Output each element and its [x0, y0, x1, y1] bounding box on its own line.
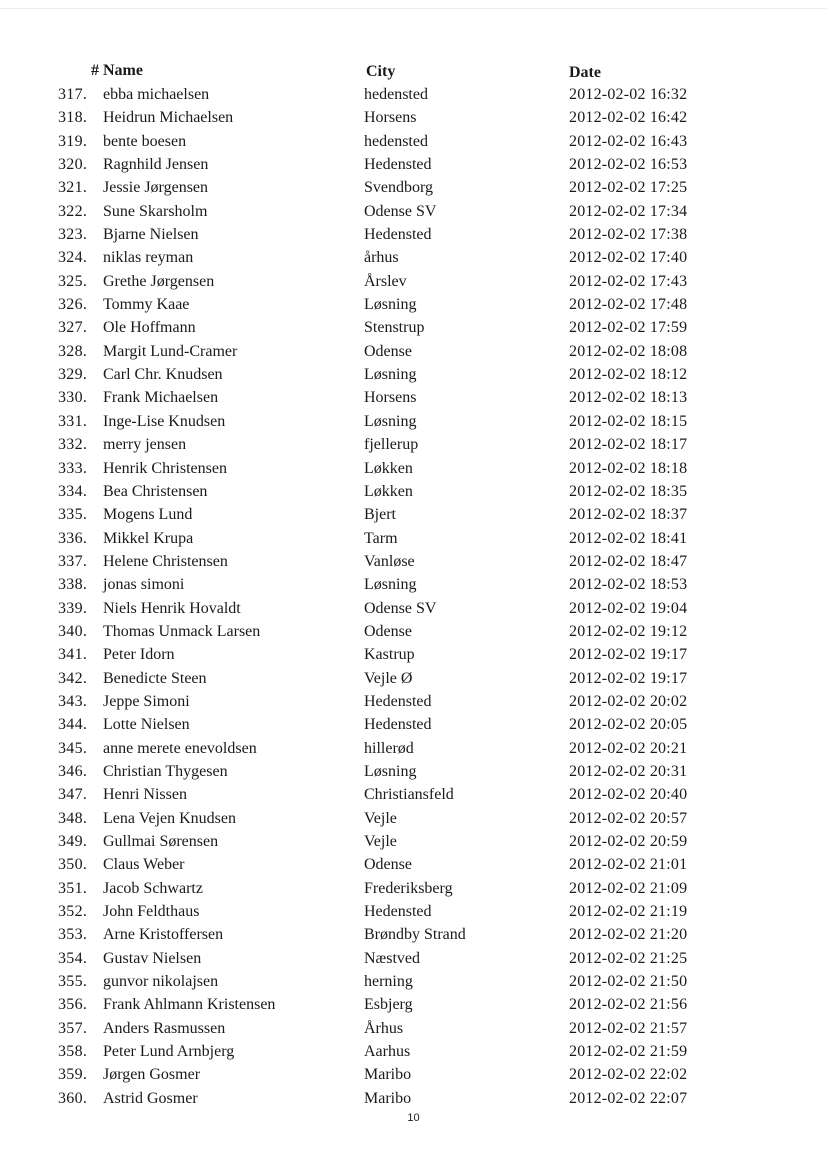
- row-number: 342.: [58, 669, 88, 687]
- row-city: herning: [364, 973, 413, 991]
- table-row: [0, 947, 827, 970]
- row-date: 2012-02-02 17:38: [569, 226, 688, 244]
- row-name: jonas simoni: [103, 576, 185, 594]
- row-city: fjellerup: [364, 436, 419, 454]
- row-city: Hedensted: [364, 716, 432, 734]
- page-number: 10: [407, 1112, 420, 1124]
- table-row: [0, 713, 827, 736]
- table-row: [0, 853, 827, 876]
- table-row: [0, 667, 827, 690]
- row-city: Odense: [364, 342, 412, 360]
- row-name: Astrid Gosmer: [103, 1089, 198, 1107]
- row-number: 324.: [58, 249, 88, 267]
- row-name: Jacob Schwartz: [103, 879, 203, 897]
- row-city: Maribo: [364, 1089, 412, 1107]
- row-name: Christian Thygesen: [103, 762, 228, 780]
- row-name: Lena Vejen Knudsen: [103, 809, 236, 827]
- row-city: Horsens: [364, 109, 417, 127]
- table-row: [0, 1087, 827, 1110]
- row-date: 2012-02-02 18:47: [569, 552, 688, 570]
- row-date: 2012-02-02 16:53: [569, 156, 688, 174]
- table-row: [0, 783, 827, 806]
- row-number: 333.: [58, 459, 88, 477]
- row-city: Vejle: [364, 809, 397, 827]
- row-number: 323.: [58, 226, 88, 244]
- row-number: 353.: [58, 926, 88, 944]
- row-date: 2012-02-02 21:01: [569, 856, 688, 874]
- row-city: Løsning: [364, 412, 417, 430]
- row-name: merry jensen: [103, 436, 187, 454]
- row-city: Esbjerg: [364, 996, 413, 1014]
- row-name: Tommy Kaae: [103, 296, 190, 314]
- row-name: Peter Idorn: [103, 646, 175, 664]
- row-number: 335.: [58, 506, 88, 524]
- table-row: [0, 760, 827, 783]
- table-row: [0, 527, 827, 550]
- row-number: 331.: [58, 412, 88, 430]
- row-number: 355.: [58, 973, 88, 991]
- row-city: Tarm: [364, 529, 398, 547]
- row-name: Mogens Lund: [103, 506, 193, 524]
- row-city: Odense: [364, 622, 412, 640]
- row-number: 358.: [58, 1043, 88, 1061]
- row-date: 2012-02-02 16:32: [569, 86, 688, 103]
- row-number: 327.: [58, 319, 88, 337]
- row-number: 357.: [58, 1019, 88, 1037]
- row-city: Odense SV: [364, 599, 437, 617]
- row-city: hedensted: [364, 86, 428, 103]
- row-date: 2012-02-02 22:02: [569, 1066, 688, 1084]
- row-number: 329.: [58, 366, 88, 384]
- row-name: Arne Kristoffersen: [103, 926, 224, 944]
- table-row: [0, 597, 827, 620]
- row-number: 322.: [58, 202, 88, 220]
- row-date: 2012-02-02 21:56: [569, 996, 688, 1014]
- row-city: Løkken: [364, 459, 413, 477]
- row-name: Niels Henrik Hovaldt: [103, 599, 241, 617]
- row-number: 341.: [58, 646, 88, 664]
- row-city: Vejle Ø: [364, 669, 413, 687]
- row-date: 2012-02-02 18:15: [569, 412, 688, 430]
- row-name: Mikkel Krupa: [103, 529, 194, 547]
- row-date: 2012-02-02 18:18: [569, 459, 688, 477]
- table-row: [0, 246, 827, 269]
- row-name: Ragnhild Jensen: [103, 156, 209, 174]
- table-row: [0, 643, 827, 666]
- row-number: 359.: [58, 1066, 88, 1084]
- row-name: gunvor nikolajsen: [103, 973, 219, 991]
- row-date: 2012-02-02 17:43: [569, 272, 688, 290]
- row-date: 2012-02-02 17:59: [569, 319, 688, 337]
- row-city: Svendborg: [364, 179, 434, 197]
- table-row: [0, 153, 827, 176]
- row-name: Carl Chr. Knudsen: [103, 366, 223, 384]
- row-number: 317.: [58, 86, 88, 103]
- row-date: 2012-02-02 18:35: [569, 482, 688, 500]
- table-row: [0, 176, 827, 199]
- row-city: Odense: [364, 856, 412, 874]
- table-row: [0, 316, 827, 339]
- row-city: Løsning: [364, 762, 417, 780]
- row-date: 2012-02-02 21:59: [569, 1043, 688, 1061]
- table-row: [0, 1017, 827, 1040]
- table-row: [0, 200, 827, 223]
- row-date: 2012-02-02 21:25: [569, 949, 688, 967]
- row-date: 2012-02-02 17:25: [569, 179, 688, 197]
- row-date: 2012-02-02 20:05: [569, 716, 688, 734]
- table-row: [0, 923, 827, 946]
- table-row: [0, 970, 827, 993]
- row-number: 356.: [58, 996, 88, 1014]
- row-number: 360.: [58, 1089, 88, 1107]
- row-name: Heidrun Michaelsen: [103, 109, 234, 127]
- row-number: 318.: [58, 109, 88, 127]
- table-row: [0, 363, 827, 386]
- row-city: Frederiksberg: [364, 879, 453, 897]
- row-number: 351.: [58, 879, 88, 897]
- signature-list: [0, 83, 827, 1110]
- row-number: 337.: [58, 552, 88, 570]
- row-name: Benedicte Steen: [103, 669, 207, 687]
- table-row: [0, 900, 827, 923]
- row-number: 352.: [58, 903, 88, 921]
- row-number: 344.: [58, 716, 88, 734]
- table-row: [0, 480, 827, 503]
- row-date: 2012-02-02 21:57: [569, 1019, 688, 1037]
- table-row: [0, 433, 827, 456]
- column-header-date: Date: [569, 64, 601, 81]
- row-name: Jeppe Simoni: [103, 692, 190, 710]
- row-number: 332.: [58, 436, 88, 454]
- table-row: [0, 293, 827, 316]
- row-number: 350.: [58, 856, 88, 874]
- row-name: Henrik Christensen: [103, 459, 227, 477]
- row-number: 330.: [58, 389, 88, 407]
- table-row: [0, 573, 827, 596]
- row-name: Lotte Nielsen: [103, 716, 190, 734]
- row-date: 2012-02-02 17:40: [569, 249, 688, 267]
- row-city: Løsning: [364, 366, 417, 384]
- row-city: hedensted: [364, 132, 428, 150]
- row-city: Brøndby Strand: [364, 926, 466, 944]
- row-name: Inge-Lise Knudsen: [103, 412, 226, 430]
- table-row: [0, 877, 827, 900]
- column-header-number-name: # Name: [91, 62, 143, 79]
- row-name: Jørgen Gosmer: [103, 1066, 201, 1084]
- table-row: [0, 737, 827, 760]
- row-number: 343.: [58, 692, 88, 710]
- row-city: Aarhus: [364, 1043, 411, 1061]
- row-date: 2012-02-02 19:04: [569, 599, 688, 617]
- row-name: niklas reyman: [103, 249, 194, 267]
- row-city: Bjert: [364, 506, 396, 524]
- row-name: anne merete enevoldsen: [103, 739, 257, 757]
- row-city: Næstved: [364, 949, 420, 967]
- row-city: Løkken: [364, 482, 413, 500]
- row-number: 325.: [58, 272, 88, 290]
- row-city: hillerød: [364, 739, 414, 757]
- row-date: 2012-02-02 18:12: [569, 366, 688, 384]
- row-date: 2012-02-02 17:34: [569, 202, 688, 220]
- table-row: [0, 993, 827, 1016]
- row-date: 2012-02-02 16:43: [569, 132, 688, 150]
- row-date: 2012-02-02 19:17: [569, 646, 688, 664]
- page-top-edge: [0, 8, 827, 9]
- row-date: 2012-02-02 17:48: [569, 296, 688, 314]
- row-city: Horsens: [364, 389, 417, 407]
- row-number: 339.: [58, 599, 88, 617]
- row-name: Frank Ahlmann Kristensen: [103, 996, 276, 1014]
- row-number: 348.: [58, 809, 88, 827]
- row-city: Kastrup: [364, 646, 415, 664]
- row-date: 2012-02-02 20:02: [569, 692, 688, 710]
- row-date: 2012-02-02 21:19: [569, 903, 688, 921]
- row-city: Løsning: [364, 296, 417, 314]
- row-date: 2012-02-02 18:08: [569, 342, 688, 360]
- row-number: 347.: [58, 786, 88, 804]
- row-city: Løsning: [364, 576, 417, 594]
- row-city: Vanløse: [364, 552, 415, 570]
- row-date: 2012-02-02 19:12: [569, 622, 688, 640]
- row-date: 2012-02-02 20:59: [569, 833, 688, 850]
- row-date: 2012-02-02 20:21: [569, 739, 688, 757]
- row-city: Hedensted: [364, 156, 432, 174]
- row-date: 2012-02-02 21:20: [569, 926, 688, 944]
- row-date: 2012-02-02 21:50: [569, 973, 688, 991]
- row-name: Frank Michaelsen: [103, 389, 219, 407]
- table-row: [0, 550, 827, 573]
- row-name: Bjarne Nielsen: [103, 226, 199, 244]
- row-number: 328.: [58, 342, 88, 360]
- row-name: Grethe Jørgensen: [103, 272, 215, 290]
- row-name: Peter Lund Arnbjerg: [103, 1043, 235, 1061]
- row-date: 2012-02-02 18:13: [569, 389, 688, 407]
- row-number: 321.: [58, 179, 88, 197]
- row-date: 2012-02-02 20:57: [569, 809, 688, 827]
- row-name: Anders Rasmussen: [103, 1019, 226, 1037]
- row-name: Gullmai Sørensen: [103, 833, 219, 850]
- row-date: 2012-02-02 22:07: [569, 1089, 688, 1107]
- row-name: ebba michaelsen: [103, 86, 210, 103]
- table-row: [0, 410, 827, 433]
- row-number: 334.: [58, 482, 88, 500]
- row-city: Århus: [364, 1019, 404, 1037]
- row-number: 354.: [58, 949, 88, 967]
- row-date: 2012-02-02 20:31: [569, 762, 688, 780]
- row-city: Vejle: [364, 833, 397, 850]
- row-name: Jessie Jørgensen: [103, 179, 209, 197]
- row-city: Hedensted: [364, 903, 432, 921]
- row-date: 2012-02-02 18:53: [569, 576, 688, 594]
- row-date: 2012-02-02 18:41: [569, 529, 688, 547]
- row-name: Thomas Unmack Larsen: [103, 622, 261, 640]
- table-row: [0, 106, 827, 129]
- table-row: [0, 386, 827, 409]
- table-row: [0, 130, 827, 153]
- row-city: Christiansfeld: [364, 786, 454, 804]
- row-number: 338.: [58, 576, 88, 594]
- table-row: [0, 83, 827, 106]
- row-name: Sune Skarsholm: [103, 202, 208, 220]
- table-row: [0, 830, 827, 853]
- row-name: Bea Christensen: [103, 482, 208, 500]
- row-number: 345.: [58, 739, 88, 757]
- table-row: [0, 1040, 827, 1063]
- row-name: Helene Christensen: [103, 552, 228, 570]
- row-name: Henri Nissen: [103, 786, 187, 804]
- row-city: Maribo: [364, 1066, 412, 1084]
- row-number: 346.: [58, 762, 88, 780]
- row-date: 2012-02-02 16:42: [569, 109, 688, 127]
- row-number: 349.: [58, 833, 88, 850]
- table-row: [0, 807, 827, 830]
- table-row: [0, 690, 827, 713]
- table-row: [0, 457, 827, 480]
- row-city: Hedensted: [364, 226, 432, 244]
- row-city: Stenstrup: [364, 319, 425, 337]
- row-name: Ole Hoffmann: [103, 319, 196, 337]
- row-name: Claus Weber: [103, 856, 185, 874]
- row-name: Margit Lund-Cramer: [103, 342, 238, 360]
- table-row: [0, 1063, 827, 1086]
- table-row: [0, 223, 827, 246]
- row-number: 336.: [58, 529, 88, 547]
- row-date: 2012-02-02 20:40: [569, 786, 688, 804]
- table-row: [0, 340, 827, 363]
- table-row: [0, 503, 827, 526]
- row-date: 2012-02-02 19:17: [569, 669, 688, 687]
- column-header-city: City: [366, 63, 396, 80]
- row-number: 340.: [58, 622, 88, 640]
- row-city: Hedensted: [364, 692, 432, 710]
- row-city: århus: [364, 249, 399, 267]
- row-name: bente boesen: [103, 132, 187, 150]
- row-date: 2012-02-02 18:37: [569, 506, 688, 524]
- row-name: Gustav Nielsen: [103, 949, 202, 967]
- table-row: [0, 270, 827, 293]
- table-row: [0, 620, 827, 643]
- row-number: 320.: [58, 156, 88, 174]
- row-number: 326.: [58, 296, 88, 314]
- row-date: 2012-02-02 21:09: [569, 879, 688, 897]
- row-city: Odense SV: [364, 202, 437, 220]
- row-name: John Feldthaus: [103, 903, 200, 921]
- row-city: Årslev: [364, 272, 407, 290]
- row-date: 2012-02-02 18:17: [569, 436, 688, 454]
- row-number: 319.: [58, 132, 88, 150]
